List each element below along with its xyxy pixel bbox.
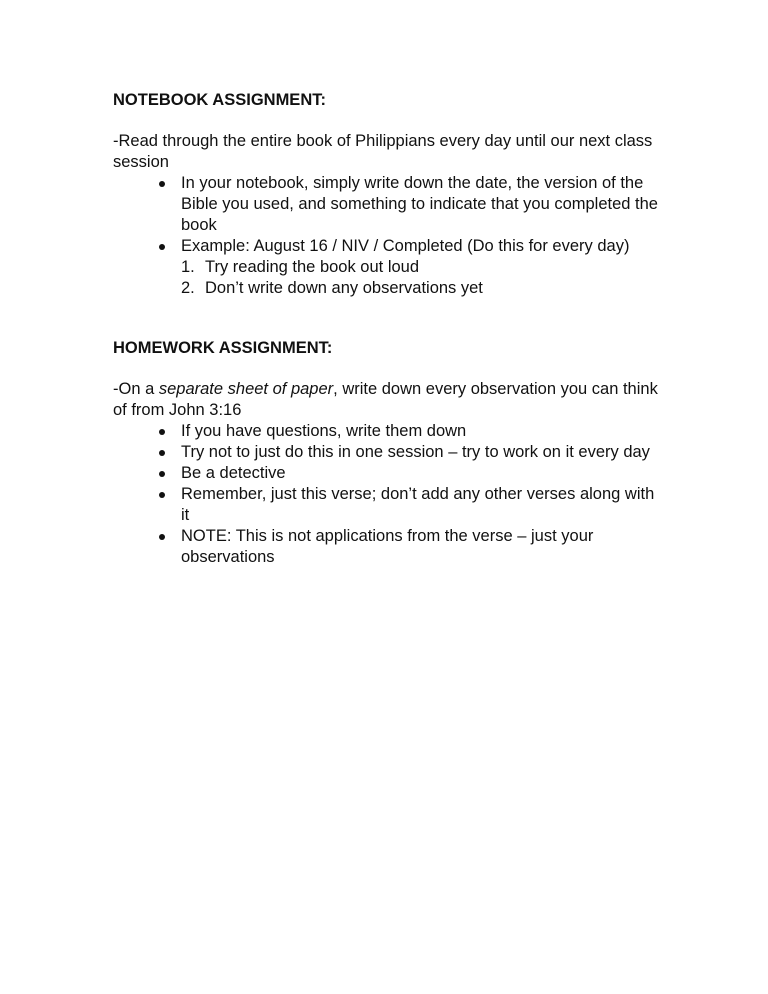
notebook-section <box>113 90 658 299</box>
document-page <box>113 90 658 568</box>
bullet-icon <box>159 244 165 250</box>
bullet-icon <box>159 534 165 540</box>
numbered-item <box>181 257 658 278</box>
list-item-text: Try not to just do this in one session – try to work on it every day <box>181 443 650 461</box>
bullet-icon <box>159 429 165 435</box>
bullet-icon <box>159 471 165 477</box>
homework-intro-suffix: , write down every observation you can think of from John 3:16 <box>113 380 658 419</box>
numbered-item <box>181 278 658 299</box>
numbered-item-text: Try reading the book out loud <box>205 258 420 276</box>
bullet-icon <box>159 492 165 498</box>
numbered-list <box>181 257 658 299</box>
list-item <box>181 421 658 442</box>
list-item <box>181 463 658 484</box>
item-number: 2. <box>181 279 195 297</box>
item-number: 1. <box>181 258 195 276</box>
homework-bullet-list <box>113 421 658 568</box>
list-item-text: NOTE: This is not applications from the verse – just your observations <box>181 527 594 566</box>
list-item-text: Be a detective <box>181 464 286 482</box>
list-item <box>181 173 658 236</box>
list-item <box>181 484 658 526</box>
homework-section <box>113 338 658 568</box>
homework-intro-prefix: -On a <box>113 380 159 398</box>
bullet-icon <box>159 450 165 456</box>
homework-heading: HOMEWORK ASSIGNMENT: <box>113 339 333 357</box>
list-item-text: In your notebook, simply write down the date, the version of the Bible you used, and something to indicate that you completed the book <box>181 174 658 234</box>
list-item-text: If you have questions, write them down <box>181 422 467 440</box>
numbered-item-text: Don’t write down any observations yet <box>205 279 483 297</box>
list-item-text: Remember, just this verse; don’t add any other verses along with it <box>181 485 655 524</box>
list-item <box>181 526 658 568</box>
homework-intro <box>113 379 658 421</box>
bullet-icon <box>159 181 165 187</box>
list-item <box>181 236 658 299</box>
notebook-heading: NOTEBOOK ASSIGNMENT: <box>113 91 326 109</box>
notebook-bullet-list <box>113 173 658 299</box>
notebook-intro: -Read through the entire book of Philippians every day until our next class session <box>113 132 653 171</box>
list-item <box>181 442 658 463</box>
homework-intro-emphasis: separate sheet of paper <box>158 380 334 398</box>
list-item-text: Example: August 16 / NIV / Completed (Do this for every day) <box>181 237 630 255</box>
